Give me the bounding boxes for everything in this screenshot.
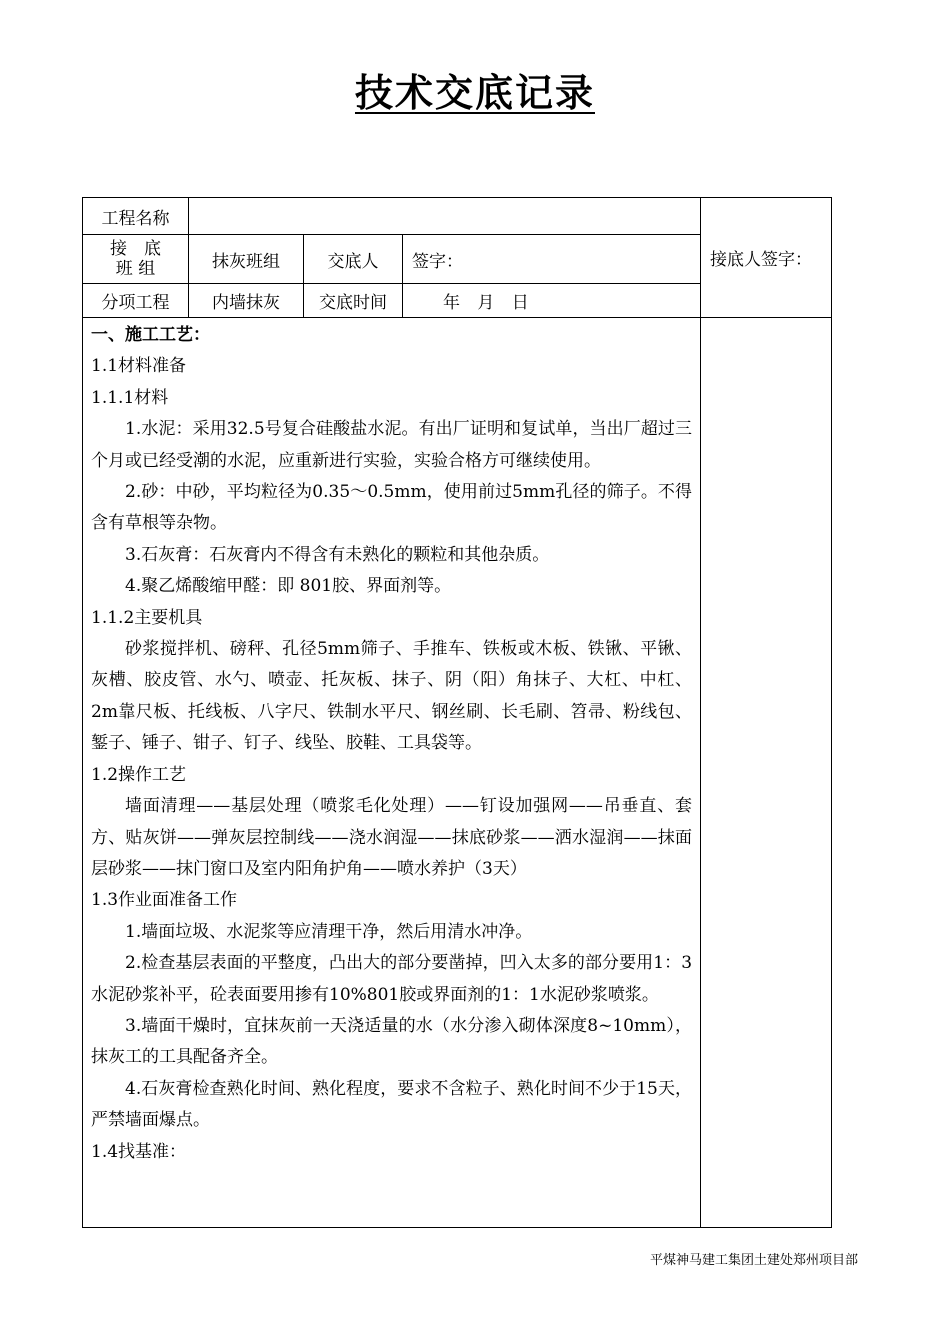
- paragraph: 3.墙面干燥时，宜抹灰前一天浇适量的水（水分渗入砌体深度8~10mm），抹灰工的工具配备齐全。: [91, 1015, 693, 1068]
- receiver-signature-area: [701, 318, 832, 1228]
- project-name-row: [83, 198, 832, 235]
- project-name-value: [189, 198, 701, 235]
- discloser-label: 交底人: [304, 235, 403, 284]
- paragraph: 3.石灰膏：石灰膏内不得含有未熟化的颗粒和其他杂质。: [125, 544, 550, 565]
- subproject-value: 内墙抹灰: [189, 284, 304, 318]
- disclosure-time-label: 交底时间: [304, 284, 403, 318]
- team-label-line-2: 班 组: [115, 259, 156, 279]
- paragraph: 2.砂：中砂，平均粒径为0.35～0.5mm，使用前过5mm孔径的筛子。不得含有草根等杂物。: [91, 482, 693, 534]
- team-label: [83, 235, 189, 284]
- disclosure-form-table: [82, 197, 832, 1228]
- subsection-heading: 1.1.1材料: [91, 387, 169, 408]
- disclosure-content: [83, 318, 701, 1228]
- project-name-label: 工程名称: [83, 198, 189, 235]
- subsection-heading: 1.3作业面准备工作: [91, 890, 238, 911]
- team-label-line-1: 接 底: [110, 239, 161, 259]
- subsection-heading: 1.2操作工艺: [91, 764, 187, 785]
- paragraph: 4.聚乙烯酸缩甲醛：即 801胶、界面剂等。: [125, 576, 452, 597]
- paragraph: 墙面清理——基层处理（喷浆毛化处理）——钉设加强网——吊垂直、套方、贴灰饼——弹灰层控制线——浇水润湿——抹底砂浆——洒水湿润——抹面层砂浆——抹门窗口及室内阳角护角——喷水养护（3天）: [91, 796, 693, 879]
- subproject-label: 分项工程: [83, 284, 189, 318]
- paragraph: 2.检查基层表面的平整度，凸出大的部分要凿掉，凹入太多的部分要用1：3水泥砂浆补平，砼表面要用掺有10%801胶或界面剂的1：1水泥砂浆喷浆。: [91, 953, 693, 1005]
- page-title: 技术交底记录: [354, 70, 595, 115]
- subsection-heading: 1.4找基准：: [91, 1141, 187, 1162]
- paragraph: 1.水泥：采用32.5号复合硅酸盐水泥。有出厂证明和复试单，当出厂超过三个月或已经受潮的水泥，应重新进行实验，实验合格方可继续使用。: [91, 419, 693, 471]
- disclosure-date-value: 年 月 日: [403, 284, 701, 318]
- subsection-heading: 1.1.2主要机具: [91, 607, 203, 628]
- paragraph: 砂浆搅拌机、磅秤、孔径5mm筛子、手推车、铁板或木板、铁锹、平锹、灰槽、胶皮管、水勺、喷壶、托灰板、抹子、阴（阳）角抹子、大杠、中杠、2m靠尺板、托线板、八字尺、铁制水平尺、钢丝刷、长毛刷、笤帚、粉线包、錾子、锤子、钳子、钉子、线坠、胶鞋、工具袋等。: [91, 639, 693, 754]
- team-value: 抹灰班组: [189, 235, 304, 284]
- section-heading: 一、施工工艺：: [91, 325, 210, 345]
- receiver-signature-label: 接底人签字：: [701, 198, 832, 318]
- subsection-heading: 1.1材料准备: [91, 356, 187, 377]
- paragraph: 1.墙面垃圾、水泥浆等应清理干净，然后用清水冲净。: [125, 921, 533, 942]
- paragraph: 4.石灰膏检查熟化时间、熟化程度，要求不含粒子、熟化时间不少于15天，严禁墙面爆点。: [91, 1078, 693, 1131]
- footer-organization: 平煤神马建工集团土建处郑州项目部: [649, 1253, 858, 1268]
- content-row: [83, 318, 832, 1228]
- discloser-signature-label: 签字：: [403, 235, 701, 284]
